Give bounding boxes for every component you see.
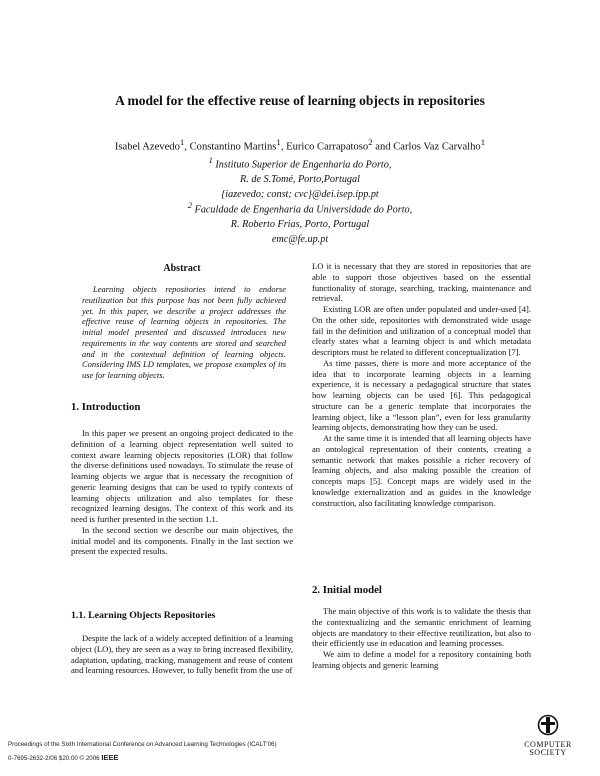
affiliation-1-address: R. de S.Tomé, Porto,Portugal (240, 174, 360, 186)
author-list (0, 137, 600, 153)
section-introduction-heading: 1. Introduction (71, 401, 141, 413)
introduction-body (71, 428, 293, 557)
author-separator: , (280, 141, 287, 153)
affiliation-1 (0, 153, 600, 202)
introduction-paragraph-1: In this paper we present an ongoing project dedicated to the definition of a learning object representation well suited to context aware learning objects repositories (LOR) that follow the diverse definitions used nowadays. To stimulate the reuse of learning objects we argue that is necessary the recognition of generic learning designs that can be used to typify contexts of learning objects utilization and also templates for these recognized learning designs. The context of this work and its need is further presented in the section 1.1. (71, 428, 293, 524)
right-column-body (312, 261, 531, 508)
subsection-lor-paragraph-1: Despite the lack of a widely accepted definition of a learning object (LO), they are seen as a way to bring increased flexibility, adaptation, updating, tracking, management and reuse of content and learning resources. However, to fully benefit from the use of (71, 633, 293, 676)
author-affiliation-mark: 1 (480, 137, 486, 147)
author-affiliation-mark: 1 (179, 137, 185, 147)
author-name: Carlos Vaz Carvalho (393, 141, 481, 153)
author-affiliation-mark: 1 (276, 137, 281, 147)
initial-model-body (312, 606, 531, 671)
affiliation-2 (0, 198, 600, 247)
footer-copyright-text: 0-7695-2632-2/06 $20.00 © 2006 (8, 755, 100, 762)
introduction-paragraph-2: In the second section we describe our main objectives, the initial model and its components. Finally in the last section we present the expected results. (71, 524, 293, 557)
author-affiliation-mark: 2 (368, 137, 373, 147)
footer-proceedings: Proceedings of the Sixth International Conference on Advanced Learning Technologies (ICALT'06) (8, 741, 277, 748)
affiliation-2-name: Faculdade de Engenharia da Universidade do Porto, (194, 204, 413, 216)
affiliation-2-mark: 2 (187, 200, 193, 210)
paper-title: A model for the effective reuse of learning objects in repositories (115, 93, 485, 108)
lor-paragraph-4: At the same time it is intended that all learning objects have an ontological representation of their contents, creating a semantic network that makes possible a richer recovery of learning objects, and also making possible the creation of concepts maps [5]. Concept maps are widely used in the knowledge externalization and as guides in the knowledge construction, also facilitating knowledge comparison. (312, 433, 531, 508)
computer-society-emblem-icon (537, 714, 559, 736)
author-name: Constantino Martins (189, 141, 277, 153)
affiliation-2-address: R. Roberto Frias, Porto, Portugal (230, 219, 370, 231)
author-separator: , (184, 141, 190, 153)
subsection-lor-body (71, 633, 293, 676)
affiliation-1-email: {iazevedo; const; cvc}@dei.isep.ipp.pt (221, 189, 379, 201)
subsection-lor-heading: 1.1. Learning Objects Repositories (71, 610, 216, 621)
section-initial-model-heading: 2. Initial model (312, 584, 382, 596)
footer-copyright (8, 753, 118, 762)
initial-model-paragraph-1: The main objective of this work is to validate the thesis that the contextualizing and the semantic enrichment of learning objects are mandatory to their effective reutilization, but also to their efficiently use in education and learning processes. (312, 606, 531, 649)
affiliation-2-email: emc@fe.up.pt (271, 234, 329, 246)
computer-society-wordmark-2: SOCIETY (529, 748, 567, 757)
author-separator: and (372, 141, 394, 153)
author-name: Eurico Carrapatoso (286, 141, 369, 153)
affiliation-1-name: Instituto Superior de Engenharia do Porto, (215, 159, 392, 171)
author-name: Isabel Azevedo (114, 141, 180, 153)
abstract-text: Learning objects repositories intend to endorse reutilization but this purpose has not been fully achieved yet. In this paper, we describe a project addresses the effective reuse of learning objects in repositories. The initial model presented and discussed introduces new requirements in the way contents are stored and searched and in the contextual definition of learning objects. Considering IMS LD templates, we propose examples of its use for learning objects. (82, 284, 286, 380)
initial-model-paragraph-2: We aim to define a model for a repository containing both learning objects and generic learning (312, 649, 531, 670)
abstract-heading: Abstract (163, 263, 201, 274)
computer-society-logo (518, 714, 578, 757)
affiliation-1-mark: 1 (208, 155, 213, 165)
lor-paragraph-2: Existing LOR are often under populated and under-used [4]. On the other side, repositories with demonstrated wide usage fail in the definition and utilization of a conceptual model that clearly states what a learning object is and which metadata descriptors must be related to different conceptualization [7]. (312, 304, 531, 357)
ieee-logo: IEEE (101, 753, 119, 762)
abstract-body (82, 284, 286, 381)
lor-paragraph-3: As time passes, there is more and more acceptance of the idea that to incorporate learning objects in a learning experience, it is necessary a pedagogical structure that states how learning objects can be used [6]. This pedagogical structure can be a generic template that incorporates the learning object, like a “lesson plan”, even for less granularity learning objects, demonstrating how they can be used. (312, 357, 531, 433)
lor-paragraph-continued: LO it is necessary that they are stored in repositories that are able to support those objectives based on the essential functionality of storage, searching, tracking, maintenance and retrieval. (312, 261, 531, 304)
computer-society-wordmark-1: COMPUTER (524, 740, 572, 749)
